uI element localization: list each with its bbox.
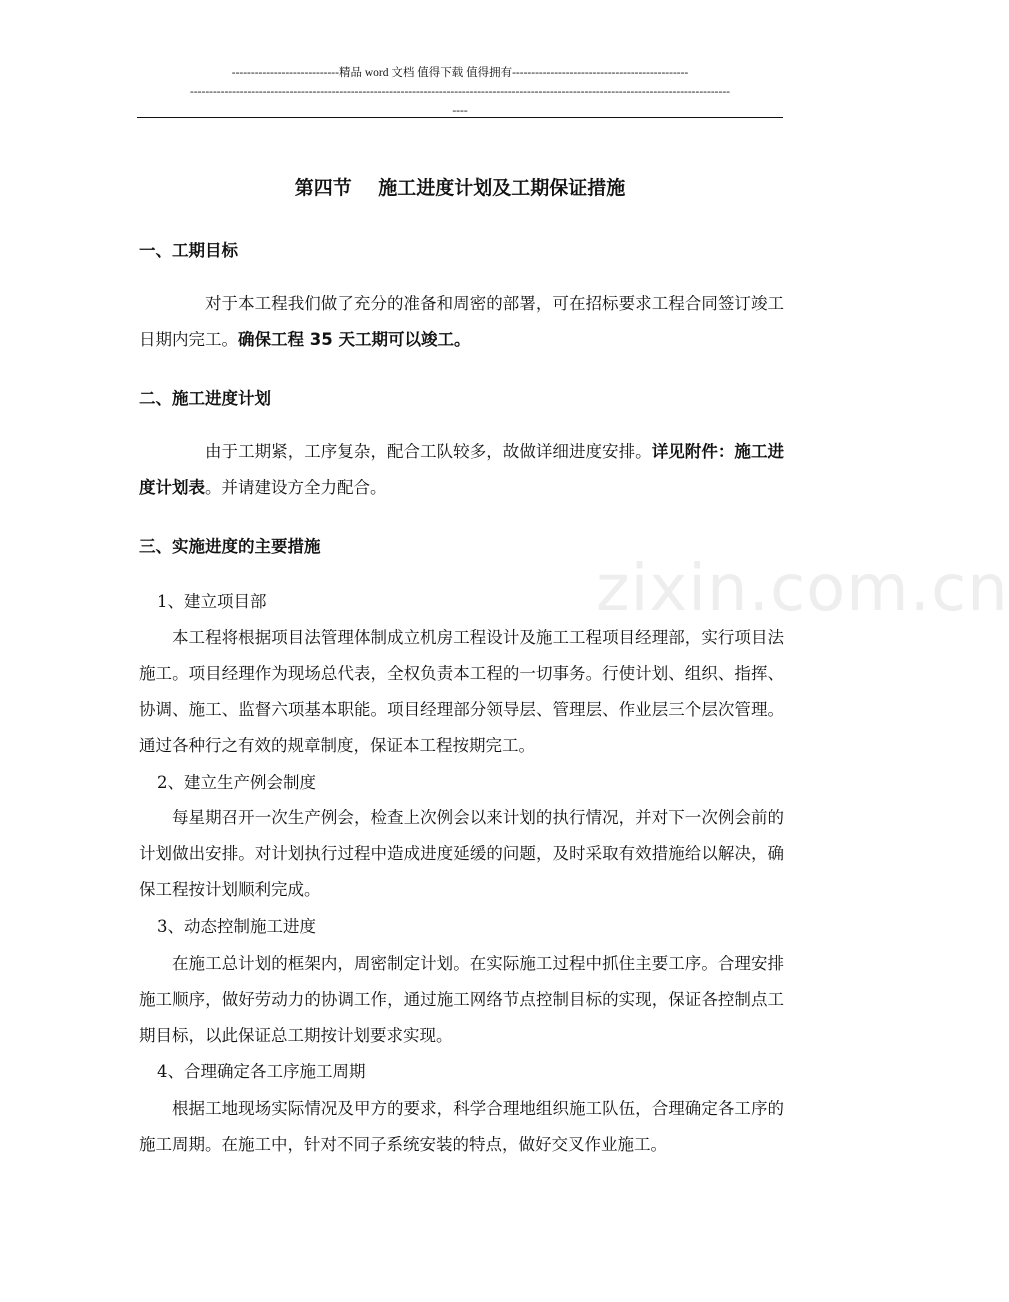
heading-progress-plan: 二、施工进度计划	[139, 389, 271, 408]
measure-title-3: 3、动态控制施工进度	[157, 917, 316, 936]
measure-title-1: 1、建立项目部	[157, 592, 267, 611]
measure-title-2: 2、建立生产例会制度	[157, 773, 316, 792]
measure-title-4: 4、合理确定各工序施工周期	[157, 1062, 366, 1081]
section-title: 第四节 施工进度计划及工期保证措施	[294, 177, 626, 199]
heading-schedule-target: 一、工期目标	[139, 241, 238, 260]
paragraph-schedule-target-text: 对于本工程我们做了充分的准备和周密的部署，可在招标要求工程合同签订竣工日期内完工。	[139, 294, 784, 349]
measure-text-3: 在施工总计划的框架内，周密制定计划。在实际施工过程中抓住主要工序。合理安排施工顺序，做好劳动力的协调工作，通过施工网络节点控制目标的实现，保证各控制点工期目标，以此保证总工期按计划要求实现。	[139, 954, 784, 1045]
watermark: zixin.com.cn	[596, 552, 1009, 626]
paragraph-progress-plan	[139, 434, 784, 506]
paragraph-progress-plan-bold: 详见附件：施工进度计划表	[139, 442, 785, 497]
measure-text-4: 根据工地现场实际情况及甲方的要求，科学合理地组织施工队伍，合理确定各工序的施工周期。在施工中，针对不同子系统安装的特点，做好交叉作业施工。	[139, 1099, 784, 1154]
measure-text-1: 本工程将根据项目法管理体制成立机房工程设计及施工工程项目经理部，实行项目法施工。项目经理作为现场总代表，全权负责本工程的一切事务。行使计划、组织、指挥、协调、施工、监督六项基本职能。项目经理部分领导层、管理层、作业层三个层次管理。通过各种行之有效的规章制度，保证本工程按期完工。	[139, 628, 784, 755]
measure-text-2: 每星期召开一次生产例会，检查上次例会以来计划的执行情况，并对下一次例会前的计划做出安排。对计划执行过程中造成进度延缓的问题，及时采取有效措施给以解决，确保工程按计划顺利完成。	[139, 808, 784, 899]
paragraph-schedule-target	[139, 286, 784, 358]
paragraph-progress-plan-text: 由于工期紧，工序复杂，配合工队较多，故做详细进度安排。	[205, 442, 652, 461]
heading-main-measures: 三、实施进度的主要措施	[139, 537, 321, 556]
paragraph-progress-plan-tail: 。并请建设方全力配合。	[205, 478, 387, 497]
header-dash-tail: ----	[452, 105, 468, 117]
header-dash-line: ---------------------------------------------------------------------------------------------------------------------------------------------	[190, 86, 730, 98]
paragraph-schedule-target-bold: 确保工程 35 天工期可以竣工。	[238, 330, 471, 349]
header-banner-line: ----------------------------精品 word 文档 值得下载 值得拥有----------------------------------------------	[231, 67, 689, 79]
header-rule	[137, 117, 783, 118]
page-header	[137, 64, 783, 121]
